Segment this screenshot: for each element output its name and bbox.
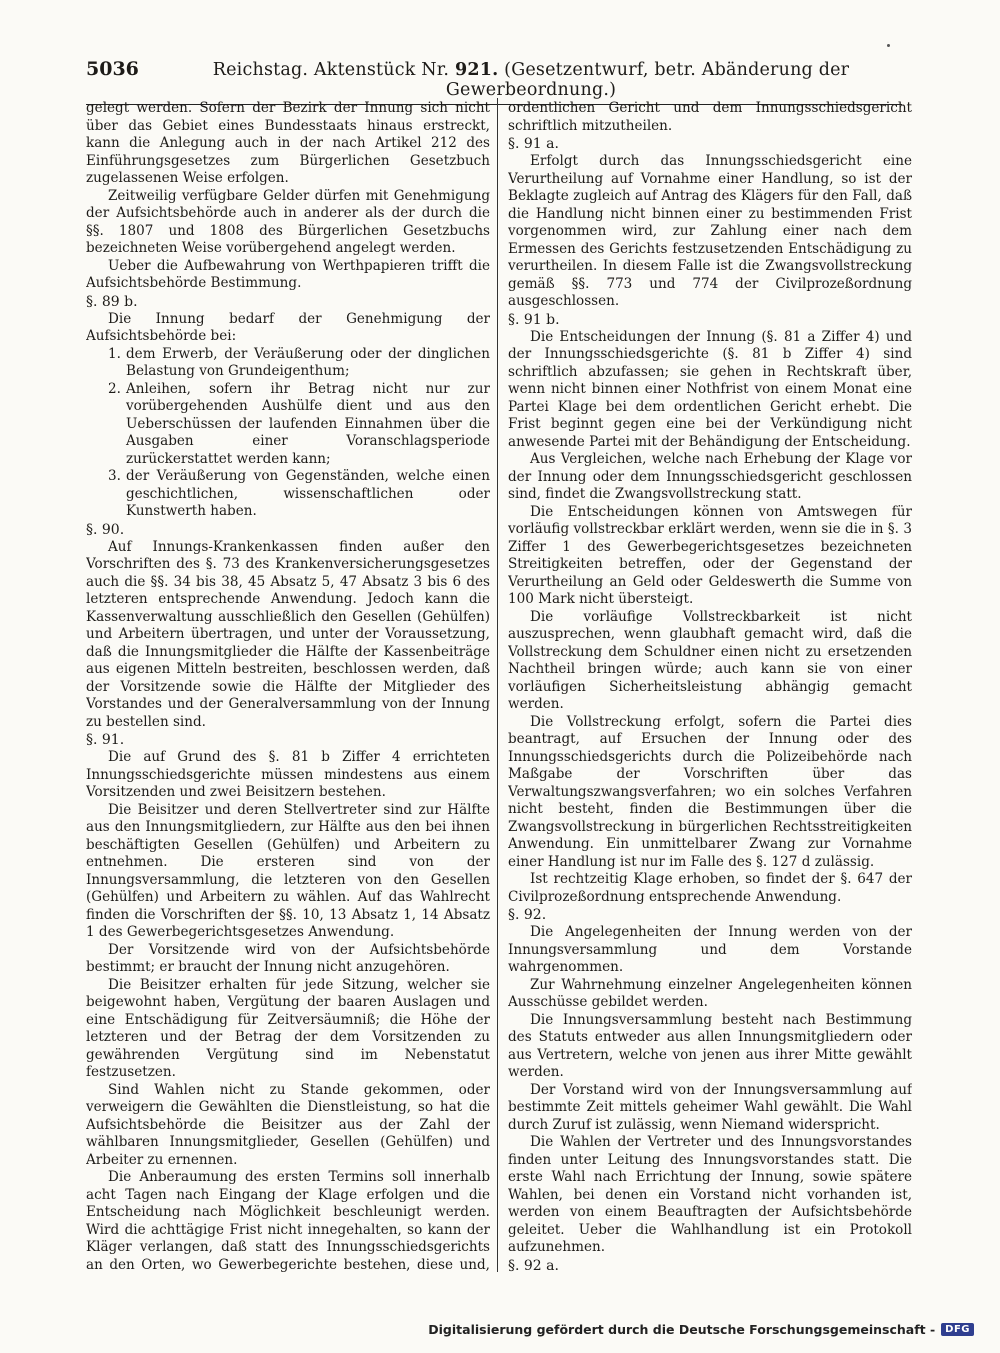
list-item <box>86 381 490 469</box>
section-heading-90: §. 90. <box>86 521 125 538</box>
page-header <box>86 58 902 105</box>
title-prefix: Reichstag. Aktenstück Nr. <box>212 60 450 80</box>
paragraph: Die Vollstreckung erfolgt, sofern die Partei dies beantragt, auf Ersuchen der Innung oder des Innungsschiedsgerichts durch die Polizeibehörde nach Maßgabe der Vorschriften über das Verwaltungszwangsverfahren; wo ein solches Verfahren nicht besteht, finden die Bestimmungen über die Zwangsvollstreckung in bürgerlichen Rechtsstreitigkeiten Anwendung. Ein unmittelbarer Zwang zur Vornahme einer Handlung ist nur im Falle des §. 127 d zulässig. <box>508 713 912 870</box>
paragraph: Die Innung bedarf der Genehmigung der Aufsichtsbehörde bei: <box>86 310 490 344</box>
right-column <box>508 100 912 1272</box>
list-text: dem Erwerb, der Veräußerung oder der dinglichen Belastung von Grundeigenthum; <box>126 345 490 379</box>
page-number: 5036 <box>86 58 139 80</box>
paragraph: Die Angelegenheiten der Innung werden von der Innungsversammlung und dem Vorstande wahrgenommen. <box>508 924 912 975</box>
section-heading-92: §. 92. <box>508 907 547 923</box>
paragraph: Ueber die Aufbewahrung von Werthpapieren trifft die Aufsichtsbehörde Bestimmung. <box>86 257 490 291</box>
paragraph: Die Beisitzer erhalten für jede Sitzung, welcher sie beigewohnt haben, Vergütung der baaren Auslagen und eine Entschädigung für Zeitversäumniß; die Höhe der letzteren und der Betrag der dem Vorsitzenden zu gewährenden Vergütung sind im Nebenstatut festzusetzen. <box>86 976 490 1080</box>
paragraph: Zur Wahrnehmung einzelner Angelegenheiten können Ausschüsse gebildet werden. <box>508 976 912 1010</box>
paragraph: Der Vorsitzende wird von der Aufsichtsbehörde bestimmt; er braucht der Innung nicht anzugehören. <box>86 941 490 975</box>
paragraph: Aus Vergleichen, welche nach Erhebung der Klage vor der Innung oder dem Innungsschiedsgericht geschlossen sind, findet die Zwangsvollstreckung statt. <box>508 451 912 502</box>
paragraph: Erfolgt durch das Innungsschiedsgericht eine Verurtheilung auf Vornahme einer Handlung, so ist der Beklagte zugleich auf Antrag des Klägers für den Fall, daß die Handlung nicht binnen einer zu bestimmenden Frist vorgenommen wird, zur Zahlung einer nach dem Ermessen des Gerichts festzusetzenden Entschädigung zu verurtheilen. In diesem Falle ist die Zwangsvollstreckung gemäß §§. 773 und 774 der Civilprozeßordnung ausgeschlossen. <box>508 153 912 309</box>
paragraph: Die Anberaumung des ersten Termins soll innerhalb acht Tagen nach Eingang der Klage erfolgen und die Entscheidung nach Möglichkeit beschleunigt werden. Wird die achttägige Frist nicht innegehalten, so kann der Kläger verlangen, daß statt des Innungsschiedsgerichts an den Orten, wo Gewerbegerichte bestehen, diese und, <box>86 1169 490 1272</box>
paragraph: Die Innungsversammlung besteht nach Bestimmung des Statuts entweder aus allen Innungsmitgliedern oder aus Vertretern, welche von jenen aus ihrer Mitte gewählt werden. <box>508 1011 912 1080</box>
list-text: Anleihen, sofern ihr Betrag nicht nur zur vorübergehenden Aushülfe dient und aus den Ueberschüssen der laufenden Einnahmen über die Ausgaben einer Voranschlagsperiode zurückerstattet werden kann; <box>126 380 490 467</box>
doc-number: 921. <box>454 60 499 80</box>
list-89b <box>86 346 490 521</box>
paragraph: Ist rechtzeitig Klage erhoben, so findet der §. 647 der Civilprozeßordnung entsprechende Anwendung. <box>508 871 912 905</box>
list-item <box>86 468 490 521</box>
paragraph: Die Wahlen der Vertreter und des Innungsvorstandes finden unter Leitung des Innungsvorstandes statt. Die erste Wahl nach Errichtung der Innung, sowie spätere Wahlen, bei denen ein Vorstand nicht vorhanden ist, werden von einem Beauftragten der Aufsichtsbehörde geleitet. Ueber die Wahlhandlung ist ein Protokoll aufzunehmen. <box>508 1134 912 1255</box>
section-heading-91b: §. 91 b. <box>508 311 560 328</box>
paragraph: Sind Wahlen nicht zu Stande gekommen, oder verweigern die Gewählten die Dienstleistung, so hat die Aufsichtsbehörde die Beisitzer aus der Zahl der wählbaren Innungsmitglieder, Gesellen (Gehülfen) und Arbeiter zu ernennen. <box>86 1081 490 1168</box>
running-title <box>160 60 902 100</box>
paragraph: Die Beisitzer und deren Stellvertreter sind zur Hälfte aus den Innungsmitgliedern, zur Hälfte aus den bei ihnen beschäftigten Gesellen (Gehülfen) und Arbeitern zu entnehmen. Die ersteren sind von der Innungsversammlung, die letzteren von den Gesellen (Gehülfen) und Arbeitern zu wählen. Auf das Wahlrecht finden die Vorschriften der §§. 10, 13 Absatz 1, 14 Absatz 1 des Gewerbegerichtsgesetzes Anwendung. <box>86 801 490 940</box>
section-heading-92a: §. 92 a. <box>508 1257 559 1272</box>
paragraph: Die vorläufige Vollstreckbarkeit ist nicht auszusprechen, wenn glaubhaft gemacht wird, daß die Vollstreckung dem Schuldner einen nicht zu ersetzenden Nachtheil bringen würde; auch kann sie von einer vorläufigen Sicherheitsleistung abhängig gemacht werden. <box>508 608 912 712</box>
paragraph: ordentlichen Gericht und dem Innungsschiedsgericht schriftlich mitzutheilen. <box>508 100 912 134</box>
section-heading-89b: §. 89 b. <box>86 293 138 310</box>
scan-dot <box>887 44 890 47</box>
list-number: 3. <box>108 468 121 484</box>
paragraph: Die auf Grund des §. 81 b Ziffer 4 errichteten Innungsschiedsgerichte müssen mindestens aus einem Vorsitzenden und zwei Beisitzern bestehen. <box>86 749 490 800</box>
list-item <box>86 346 490 381</box>
paragraph: Zeitweilig verfügbare Gelder dürfen mit Genehmigung der Aufsichtsbehörde auch in anderer als der durch die §§. 1807 und 1808 des Bürgerlichen Gesetzbuchs bezeichneten Weise vorübergehend angelegt werden. <box>86 187 490 256</box>
list-text: der Veräußerung von Gegenständen, welche einen geschichtlichen, wissenschaftlichen oder Kunstwerth haben. <box>126 468 490 519</box>
footer-credit <box>428 1322 974 1337</box>
paragraph: Der Vorstand wird von der Innungsversammlung auf bestimmte Zeit mittels geheimer Wahl gewählt. Die Wahl durch Zuruf ist zulässig, wenn Niemand widerspricht. <box>508 1081 912 1133</box>
section-heading-91a: §. 91 a. <box>508 136 559 152</box>
title-suffix: (Gesetzentwurf, betr. Abänderung der Gewerbeordnung.) <box>445 60 850 100</box>
paragraph: Auf Innungs-Krankenkassen finden außer den Vorschriften des §. 73 des Krankenversicherungsgesetzes auch die §§. 34 bis 38, 45 Absatz 5, 47 Absatz 3 bis 6 des letzteren entsprechende Anwendung. Jedoch kann die Kassenverwaltung ausschließlich den Gesellen (Gehülfen) und Arbeitern übertragen, und unter der Voraussetzung, daß die Innungsmitglieder die Hälfte der Kassenbeiträge aus eigenen Mitteln bestreiten, beschlossen werden, daß der Vorsitzende sowie die Hälfte der Mitglieder des Vorstandes und der Generalversammlung von der Innung zu bestellen sind. <box>86 538 490 730</box>
dfg-logo-icon: DFG <box>941 1323 974 1336</box>
paragraph: gelegt werden. Sofern der Bezirk der Innung sich nicht über das Gebiet eines Bundesstaats hinaus erstreckt, kann die Anlegung auch in der nach Artikel 212 des Einführungsgesetzes zum Bürgerlichen Gesetzbuch zugelassenen Weise erfolgen. <box>86 100 490 186</box>
list-number: 1. <box>108 345 121 362</box>
credit-text: Digitalisierung gefördert durch die Deutsche Forschungsgemeinschaft - <box>428 1322 936 1337</box>
paragraph: Die Entscheidungen der Innung (§. 81 a Ziffer 4) und der Innungsschiedsgerichte (§. 81 b Ziffer 4) sind schriftlich abzufassen; sie gehen in Rechtskraft über, wenn nicht binnen einer Nothfrist von einem Monat eine Partei Klage bei dem ordentlichen Gericht erhebt. Die Frist beginnt gegen eine bei der Verkündigung nicht anwesende Partei mit der Behändigung der Entscheidung. <box>508 328 912 450</box>
section-heading-91: §. 91. <box>86 732 125 748</box>
left-column <box>86 100 490 1272</box>
column-divider <box>497 98 498 1272</box>
list-number: 2. <box>108 380 121 397</box>
paragraph: Die Entscheidungen können von Amtswegen für vorläufig vollstreckbar erklärt werden, wenn sie die in §. 3 Ziffer 1 des Gewerbegerichtsgesetzes bezeichneten Streitigkeiten betreffen, oder der Gegenstand der Verurtheilung an Geld oder Geldeswerth die Summe von 100 Mark nicht übersteigt. <box>508 503 912 607</box>
